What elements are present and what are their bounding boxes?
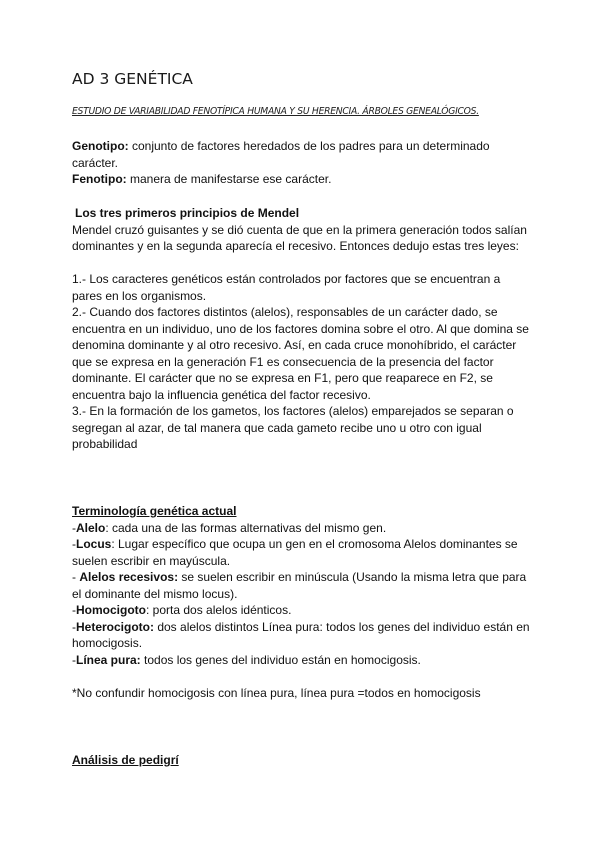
mendel-law-1: 1.- Los caracteres genéticos están controlados por factores que se encuentran a pares en los organismos. <box>72 272 501 303</box>
pedigree-heading: Análisis de pedigrí <box>72 753 179 767</box>
term-name: Alelo <box>76 520 106 535</box>
terminology-heading: Terminología genética actual <box>72 504 237 518</box>
term-name: Homocigoto <box>76 603 146 617</box>
term-name: Heterocigoto: <box>76 619 154 634</box>
term-item <box>72 569 532 602</box>
term-item <box>72 536 532 569</box>
term-name: Locus <box>76 537 112 551</box>
term-name: Línea pura: <box>76 652 141 667</box>
term-text: dos alelos distintos Línea pura: todos los genes del individuo están en homocigosis. <box>72 619 530 650</box>
term-item <box>72 602 532 619</box>
definition-phenotype <box>72 171 532 188</box>
term-prefix: - <box>72 520 76 535</box>
definition-text: manera de manifestarse ese carácter. <box>126 172 332 186</box>
definition-genotype <box>72 138 532 171</box>
term-text: se suelen escribir en minúscula (Usando la misma letra que para el dominante del mismo locus). <box>72 570 527 601</box>
definition-term: Fenotipo: <box>72 172 127 186</box>
definition-term: Genotipo: <box>72 139 129 153</box>
term-item <box>72 652 532 669</box>
term-prefix: - <box>72 537 76 551</box>
definitions-section <box>72 138 532 188</box>
mendel-intro: Mendel cruzó guisantes y se dió cuenta de que en la primera generación todos salían dominantes y en la segunda aparecía el recesivo. Entonces dedujo estas tres leyes: <box>72 222 527 253</box>
terminology-section <box>72 503 532 701</box>
term-item <box>72 520 532 537</box>
term-prefix: - <box>72 603 76 617</box>
mendel-law-3: 3.- En la formación de los gametos, los factores (alelos) emparejados se separan o segregan al azar, de tal manera que cada gameto recibe uno u otro con igual probabilidad <box>72 404 514 451</box>
term-item <box>72 619 532 652</box>
term-prefix: - <box>72 619 76 634</box>
spacer <box>72 668 532 685</box>
term-name: Alelos recesivos: <box>79 570 179 584</box>
term-text: : porta dos alelos idénticos. <box>146 603 292 617</box>
term-text: todos los genes del individuo están en homocigosis. <box>140 652 421 667</box>
definition-text: conjunto de factores heredados de los padres para un determinado carácter. <box>72 139 490 170</box>
term-prefix: - <box>72 570 80 584</box>
pedigree-section <box>72 752 532 769</box>
mendel-heading: Los tres primeros principios de Mendel <box>75 206 300 220</box>
spacer <box>72 255 532 272</box>
document-title: AD 3 GENÉTICA <box>72 70 193 88</box>
term-text: : cada una de las formas alternativas del mismo gen. <box>105 520 387 535</box>
mendel-section <box>72 205 532 453</box>
term-text: : Lugar específico que ocupa un gen en el cromosoma Alelos dominantes se suelen escribir en mayúscula. <box>72 537 518 568</box>
mendel-law-2: 2.- Cuando dos factores distintos (alelos), responsables de un carácter dado, se encuentra en un individuo, uno de los factores domina sobre el otro. Al que domina se denomina dominante y al otro recesivo. Así, en cada cruce monohíbrido, el carácter que se expresa en la generación F1 es consecuencia de la presencia del factor dominante. El carácter que no se expresa en F1, pero que reaparece en F2, se encuentra bajo la influencia genética del factor recesivo. <box>72 305 529 402</box>
term-prefix: - <box>72 652 76 667</box>
document-subtitle: ESTUDIO DE VARIABILIDAD FENOTÍPICA HUMANA Y SU HERENCIA. ÁRBOLES GENEALÓGICOS. <box>72 106 479 117</box>
terminology-note: *No confundir homocigosis con línea pura, línea pura =todos en homocigosis <box>72 685 481 700</box>
